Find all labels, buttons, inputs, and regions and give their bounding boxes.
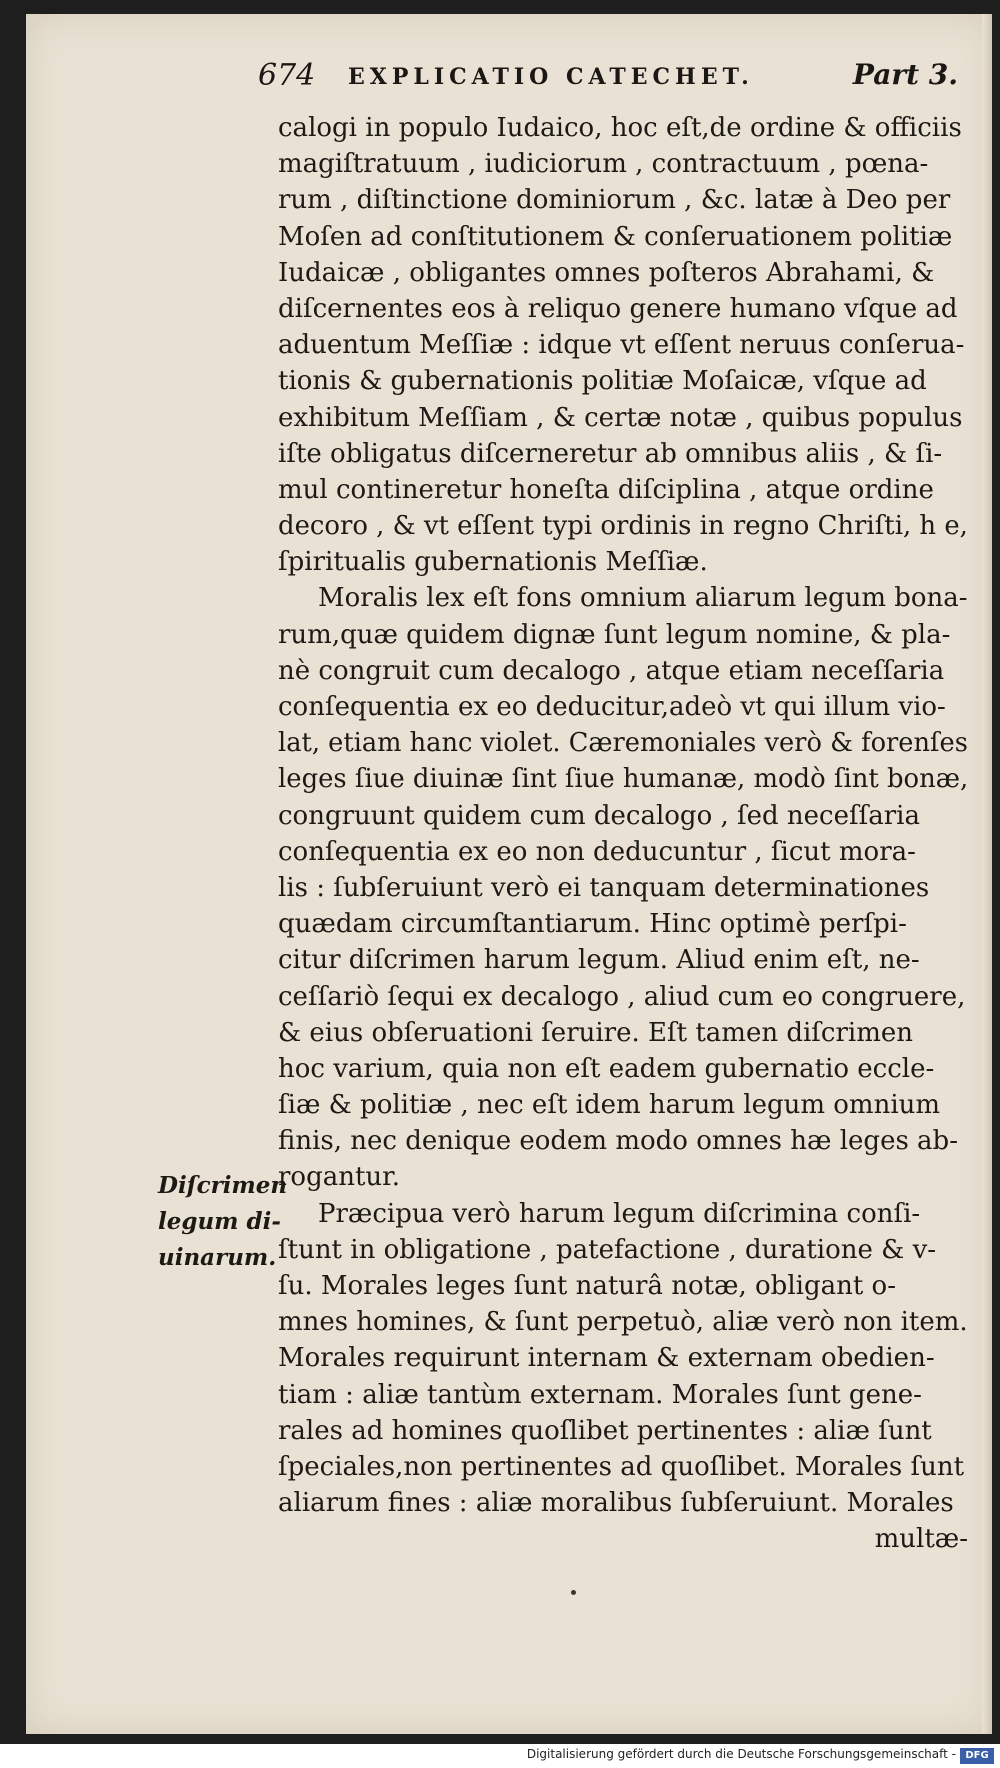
text-line: Iudaicæ , obligantes omnes poſteros Abrahami, & [278,257,935,288]
text-line: conſequentia ex eo deducitur,adeò vt qui illum vio- [278,692,946,722]
main-text-block [278,110,968,1558]
text-line: aliarum fines : aliæ moralibus ſubſeruiunt. Morales [278,1488,954,1519]
text-line: hoc varium, quia non eſt eadem gubernatio eccle- [278,1053,935,1084]
text-line: quædam circumſtantiarum. Hinc optimè perſpi- [278,909,907,940]
running-title: EXPLICATIO CATECHET. [348,64,754,90]
text-line: ſiæ & politiæ , nec eſt idem harum legum omnium [278,1090,941,1121]
text-line: ſpiritualis gubernationis Meſſiæ. [278,547,708,578]
text-line: ceſſariò ſequi ex decalogo , aliud cum eo congruere, [278,981,966,1012]
footer-credit: Digitalisierung gefördert durch die Deutsche Forschungsgemeinschaft - [526,1747,956,1761]
text-line: congruunt quidem cum decalogo , ſed neceſſaria [278,800,921,831]
text-line: rales ad homines quoſlibet pertinentes : aliæ ſunt [278,1415,932,1446]
text-line: finis, nec denique eodem modo omnes hæ leges ab- [278,1126,958,1157]
text-line: ſtunt in obligatione , patefactione , duratione & v- [278,1234,937,1265]
text-line: Moſen ad conſtitutionem & conſeruationem politiæ [278,221,953,252]
part-label: Part 3. [852,58,958,91]
page-edge [982,14,992,1734]
text-line: multæ- [874,1524,968,1555]
text-line: Præcipua verò harum legum diſcrimina conſi- [318,1198,921,1229]
marginal-note-line: legum di- [158,1208,281,1235]
text-line: leges ſiue diuinæ ſint ſiue humanæ, modò ſint bonæ, [278,764,968,795]
text-line: iſte obligatus diſcerneretur ab omnibus aliis , & ſi- [278,438,943,469]
text-line: rum,quæ quidem dignæ ſunt legum nomine, & pla- [278,619,951,650]
text-line: decoro , & vt eſſent typi ordinis in regno Chriſti, h e, [278,511,968,542]
dfg-logo: DFG [960,1748,994,1764]
text-line: magiſtratuum , iudiciorum , contractuum , pœna- [278,149,929,180]
marginal-note [158,1168,288,1276]
marginal-note-line: uinarum. [158,1244,277,1271]
text-line: nè congruit cum decalogo , atque etiam neceſſaria [278,655,945,686]
text-line: lis : ſubſeruiunt verò ei tanquam determinationes [278,872,930,903]
text-line: diſcernentes eos à reliquo genere humano vſque ad [278,293,958,324]
text-line: citur diſcrimen harum legum. Aliud enim eſt, ne- [278,945,920,976]
text-line: rogantur. [278,1162,401,1193]
text-line: ſpeciales,non pertinentes ad quoſlibet. Morales ſunt [278,1451,965,1482]
text-line: calogi in populo Iudaico, hoc eſt,de ordine & officiis [278,113,962,143]
text-line: ſu. Morales leges ſunt naturâ notæ, obligant o- [278,1271,896,1301]
text-line: lat, etiam hanc violet. Cæremoniales verò & forenſes [278,728,968,759]
text-line: tiam : aliæ tantùm externam. Morales ſunt gene- [278,1379,922,1410]
text-line: exhibitum Meſſiam , & certæ notæ , quibus populus [278,402,963,433]
page-number: 674 [258,58,316,93]
text-line: mul contineretur honeſta diſciplina , atque ordine [278,474,934,505]
text-line: conſequentia ex eo non deducuntur , ſicut mora- [278,836,916,867]
text-line: Morales requirunt internam & externam obedien- [278,1343,935,1374]
text-line: aduentum Meſſiæ : idque vt eſſent neruus conſerua- [278,330,965,361]
running-header [258,58,958,102]
text-line: tionis & gubernationis politiæ Moſaicæ, vſque ad [278,366,927,397]
text-line: rum , diſtinctione dominiorum , &c. latæ à Deo per [278,185,951,216]
text-line: & eius obſeruationi ſeruire. Eſt tamen diſcrimen [278,1017,914,1048]
marginal-note-line: Diſcrimen [158,1172,288,1199]
ink-speck [571,1590,576,1595]
text-line: mnes homines, & ſunt perpetuò, aliæ verò non item. [278,1307,968,1338]
footer-bar [0,1744,1000,1768]
text-line: Moralis lex eſt fons omnium aliarum legum bona- [318,583,968,614]
